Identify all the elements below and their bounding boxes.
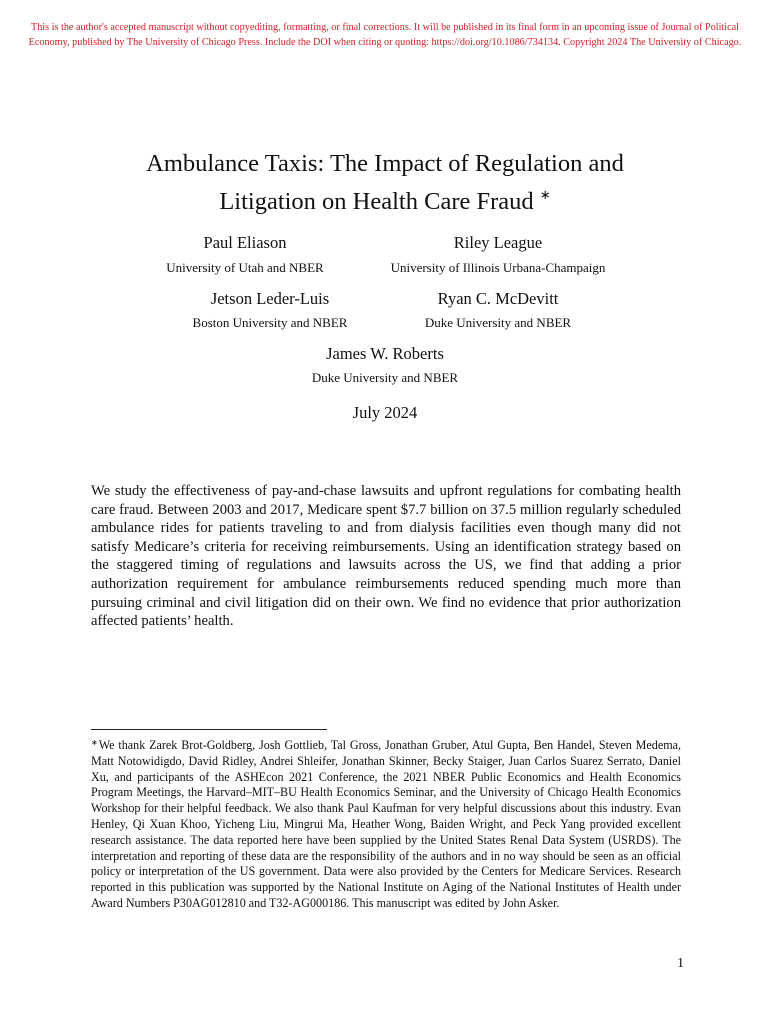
footnote-mark: ∗ — [91, 738, 98, 747]
author-affiliation: University of Utah and NBER — [166, 260, 324, 275]
author-name: Riley League — [453, 233, 543, 252]
footnote-divider — [91, 729, 327, 730]
title-line-1: Ambulance Taxis: The Impact of Regulation and — [146, 150, 624, 177]
footnote-text: We thank Zarek Brot-Goldberg, Josh Gottlieb, Tal Gross, Jonathan Gruber, Atul Gupta, Ben Handel, Steven Medema, Matt Notowidigdo, David Ridley, Andrei Shleifer, Jonathan Skinner, Becky Staiger, Juan Carlos Suarez Serrato, Daniel Xu, and participants of the ASHEcon 2021 Conference, the 2021 NBER Public Economics and Health Economics Program Meetings, the Harvard–MIT–BU Health Economics Seminar, and the University of Chicago Health Economics Workshop for their helpful feedback. We also thank Paul Kaufman for very helpful discussions about this industry. Evan Henley, Qi Xuan Khoo, Yicheng Liu, Mingrui Ma, Heather Wong, Baiden Wright, and Peck Yang provided excellent research assistance. The data reported here have been supplied by the United States Renal Data System (USRDS). The interpretation and reporting of these data are the responsibility of the authors and in no way should be seen as an official policy or interpretation of the US government. Data were also provided by the Centers for Medicare Services. Research reported in this publication was supported by the National Institute on Aging of the National Institutes of Health under Award Numbers P30AG012810 and T32-AG000186. This manuscript was edited by John Asker. — [91, 738, 681, 910]
author-name: James W. Roberts — [326, 344, 444, 363]
author-affiliation: University of Illinois Urbana-Champaign — [390, 260, 606, 275]
author-name: Ryan C. McDevitt — [437, 289, 559, 308]
title-footnote-mark: ∗ — [539, 187, 551, 202]
author-affiliation: Duke University and NBER — [424, 315, 572, 330]
author-name: Jetson Leder-Luis — [210, 289, 330, 308]
publication-date: July 2024 — [352, 403, 418, 422]
author-affiliation: Boston University and NBER — [192, 315, 348, 330]
paper-title — [0, 148, 770, 217]
title-line-2-text: Litigation on Health Care Fraud — [219, 188, 534, 215]
acknowledgements-footnote — [91, 735, 681, 912]
author-name: Paul Eliason — [203, 233, 287, 252]
page-number: 1 — [677, 956, 684, 971]
publication-notice: This is the author's accepted manuscript without copyediting, formatting, or final corrections. It will be published in its final form in an upcoming issue of Journal of Political Economy, published by The University of Chicago Press. Include the DOI when citing or quoting: https://doi.org/10.1086/734134. Copyright 2024 The University of Chicago. — [28, 22, 742, 48]
author-affiliation: Duke University and NBER — [311, 370, 459, 385]
abstract: We study the effectiveness of pay-and-chase lawsuits and upfront regulations for combating health care fraud. Between 2003 and 2017, Medicare spent $7.7 billion on 37.5 million regularly scheduled ambulance rides for patients traveling to and from dialysis facilities even though many did not satisfy Medicare’s criteria for receiving reimbursements. Using an identification strategy based on the staggered timing of regulations and lawsuits across the US, we find that adding a prior authorization requirement for ambulance reimbursements reduced spending much more than pursuing criminal and civil litigation did on their own. We find no evidence that prior authorization affected patients’ health. — [91, 483, 681, 630]
title-line-2 — [0, 179, 770, 217]
